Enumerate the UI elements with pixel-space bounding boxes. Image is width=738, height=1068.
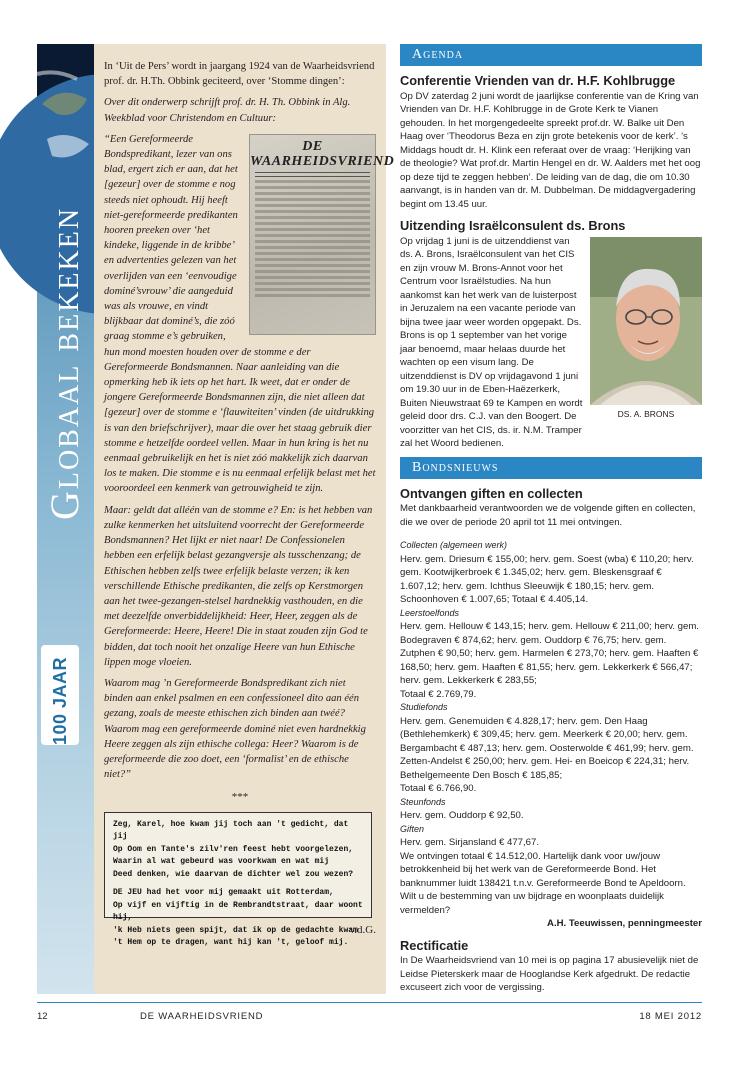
clip-line: Deed denken, wie daarvan de dichter wel zou wezen? bbox=[113, 869, 354, 879]
donations-closing: We ontvingen totaal € 14.512,00. Hartelijk dank voor uw/jouw betrokkenheid bij het werk van de Gereformeerde Bond. Het banknummer luidt 138421 t.n.v. Gereformeerde Bond te Apeldoorn. Wilt u de bestemming van uw bijdrage en woonplaats duidelijk vermelden? bbox=[400, 850, 686, 916]
fund-total: Totaal € 6.766,90. bbox=[400, 783, 477, 794]
article-body: Op DV zaterdag 2 juni wordt de jaarlijkse conferentie van de Kring van Vrienden van Dr. H.F. Kohlbrugge in de Grote Kerk te Vianen gehouden. In het morgengedeelte spreekt prof.dr. W. Balke uit Den Haag over ‘Theodorus Beza en zijn grote betekenis voor de kerk’. ’s Middags houdt dr. H. Klink een referaat over de vraag: ‘Herijking van de theologie? Wat prof.dr. Martin Hengel en dr. W. Aalders met het oog op deze tijd te zeggen hebben’. De leiding van de dag, die om 10.30 aanvangt, is in handen van dr. M. Dubbelman. De middagvergadering begint om 13.45 uur. bbox=[400, 90, 701, 210]
agenda-header: Agenda bbox=[400, 44, 702, 66]
fund-list: Herv. gem. Sirjansland € 477,67. bbox=[400, 837, 540, 848]
section-divider: *** bbox=[231, 791, 249, 804]
article-title: Ontvangen giften en collecten bbox=[400, 485, 583, 501]
portrait-photo bbox=[590, 237, 702, 422]
page-number: 12 bbox=[37, 1011, 48, 1022]
publication-name: DE WAARHEIDSVRIEND bbox=[140, 1011, 264, 1022]
clip-line: Op Oom en Tante's zilv'ren feest hebt voorgelezen, bbox=[113, 844, 354, 854]
quote-paragraph-1 bbox=[104, 132, 395, 497]
clip-line: Waarin al wat gebeurd was voorkwam en wat mij bbox=[113, 857, 330, 867]
issue-date: 18 MEI 2012 bbox=[639, 1011, 702, 1022]
clip-line: 't Hem op te dragen, want hij kan 't, geloof mij. bbox=[113, 938, 349, 948]
section-title: Globaal bekeken bbox=[42, 206, 87, 520]
clip-line: 'k Heb niets geen spijt, dat ik op de gedachte kwam bbox=[113, 925, 358, 935]
fund-list: Herv. gem. Genemuiden € 4.828,17; herv. gem. Den Haag (Bethlehemkerk) € 309,45; herv. gem. Meerkerk € 20,00; herv. gem. Bergambacht € 487,13; herv. gem. Oosterwolde € 461,99; herv. gem. Zetten-Andelst € 250,00; herv. gem. Hei- en Boeicop € 224,31; herv. Bethelgemeente Den Bosch € 185,85; bbox=[400, 715, 694, 781]
fund-label: Collecten (algemeen werk) bbox=[400, 540, 508, 550]
bondsnieuws-header: Bondsnieuws bbox=[400, 457, 702, 479]
portrait-image bbox=[590, 237, 702, 405]
fund-total: Totaal € 2.769,79. bbox=[400, 688, 477, 700]
fund-label: Leerstoelfonds bbox=[400, 607, 460, 618]
clip-line: DE JEU had het voor mij gemaakt uit Rotterdam, bbox=[113, 888, 334, 898]
quote-paragraph-2: Maar: geldt dat alléén van de stomme e? En: is het hebben van zulke kenmerken het uitsluitend voorrecht der Gereformeerde Bondsmannen? Het lijkt er niet naar! De Confessionelen hebben een erfelijk belast gezangversje als tusschenzang; de Ethischen hebben zelfs twee erfelijk belaste verzen; ik ken verschillende Ethische predikanten, die zelfs op Kerstmorgen aan het twee-gezangen-stelsel hardnekkig vasthouden, en die met deezelfde onverbiddelijkheid: Heer, Heer, zeggen als de Gereformeerde: Heere, Heere! Die in staat zouden zijn God te bidden, dat toch nooit het onzalige Heere van hun Ethische lippen moge vloeien. bbox=[104, 504, 373, 668]
rectification-body: In De Waarheidsvriend van 10 mei is op pagina 17 abusievelijk niet de Leidse Pieterskerk maar de Hooglandse Kerk afgedrukt. De redactie excuseert zich voor de vergissing. bbox=[400, 955, 699, 993]
article-title: Uitzending Israëlconsulent ds. Brons bbox=[400, 218, 626, 233]
newspaper-masthead: DE WAARHEIDSVRIEND bbox=[250, 138, 395, 170]
clip-line: Op vijf en vijftig in de Rembrandtstraat, daar woont hij, bbox=[113, 900, 363, 923]
fund-label: Studiefonds bbox=[400, 702, 448, 712]
source-paragraph: Over dit onderwerp schrijft prof. dr. H. Th. Obbink in Alg. Weekblad voor Christendom en Cultuur: bbox=[104, 97, 351, 124]
treasurer-signature: A.H. Teeuwissen, penningmeester bbox=[547, 918, 702, 929]
fund-label: Steunfonds bbox=[400, 796, 446, 807]
anniversary-badge-text: 100 JAAR bbox=[50, 656, 70, 745]
photo-caption: DS. A. BRONS bbox=[617, 408, 675, 419]
quote-text-1: “Een Gereformeerde Bondspredikant, lezer van ons blad, ergert zich er aan, dat het [gezeur] over de stomme e nog steeds niet ophoudt. Hij heeft niet-gereformeerde predikanten hooren preeken over ‘het kindeke, liggende in de kribbe’ en advertenties gelezen van het overlijden van een ‘eenvoudige dominé’svrouw’ die aangeduid was als vrouwe, en vindt blijkbaar dat dominé’s, die zóó graag stomme e’s gebruiken, hun mond moesten houden over de stomme e der Gereformeerde Bondsmannen. Naar aanleiding van die opmerking heb ik iets op het hart. Ik weet, dat er onder de jongere Gereformeerde Bondsmannen zijn, die niet alleen dat [gezeur] over de stomme e ‘flauwiteiten’ vinden (de uitdrukking is van den briefschrijver), maar die over het staag gebruik dier stomme e hetzelfde oordeel vellen. Maar in hun kring is het nu eenmaal gebruikelijk en het is niet zóó makkelijk zich daarvan los te maken. Die stomme e is nu eenmaal erfelijk belast met het vooroordeel een kenmerk van getrouwigheid te zijn. bbox=[104, 133, 376, 495]
fund-list: Herv. gem. Driesum € 155,00; herv. gem. Soest (wba) € 110,20; herv. gem. Kootwijkerbroek € 1.345,02; herv. gem. Bleskensgraaf € 1.607,12; herv. gem. Ichthus Sleeuwijk € 180,15; herv. gem. Schoonhoven € 1.007,65; Totaal € 4.405,14. bbox=[400, 553, 694, 605]
clip-line: Zeg, Karel, hoe kwam jij toch aan 't gedicht, dat jij bbox=[113, 819, 349, 842]
article-title: Rectificatie bbox=[400, 937, 469, 953]
fund-list: Herv. gem. Ouddorp € 92,50. bbox=[400, 810, 524, 821]
article-title: Conferentie Vrienden van dr. H.F. Kohlbrugge bbox=[400, 73, 676, 88]
intro-paragraph: In ‘Uit de Pers’ wordt in jaargang 1924 van de Waarheidsvriend prof. dr. H.Th. Obbink geciteerd, over ‘Stomme dingen’: bbox=[104, 61, 375, 88]
newspaper-image bbox=[249, 134, 395, 335]
news-column bbox=[400, 44, 702, 995]
quote-column bbox=[94, 44, 395, 994]
quote-paragraph-3: Waarom mag ’n Gereformeerde Bondspredikant zich niet binden aan enkel psalmen en een confessioneel dito aan één gezang, zoals de meeste ethischen zich binden aan twéé? Waarom mag een gereformeerde dominé niet even hardnekkig Heere zeggen als zijn ethische collega: Heer? Waarom is de gereformeerde die zoo doet, een ‘formalist’ en de ethische niet?” bbox=[104, 677, 366, 781]
footer-rule bbox=[37, 1002, 702, 1003]
fund-list: Herv. gem. Hellouw € 143,15; herv. gem. Hellouw € 211,00; herv. gem. Bodegraven € 874,62; herv. gem. Ouddorp € 76,75; herv. gem. Zutphen € 90,50; herv. gem. Harmelen € 273,70; herv. gem. Haaften € 168,50; herv. gem. Haaften € 81,55; herv. gem. Lekkerkerk € 566,47; herv. gem. Lekkerkerk € 283,55; bbox=[400, 621, 699, 686]
fund-label: Giften bbox=[400, 823, 425, 834]
author-signature: v.d.G. bbox=[349, 923, 376, 936]
article-body: Op vrijdag 1 juni is de uitzenddienst van ds. A. Brons, Israëlconsulent van het CIS en zijn vrouw M. Brons-Annot voor het Centrum voor Israëlstudies. Na hun aankomst kan het werk van de luisterpost in Jeruzalem na een vacante periode van bijna twee jaar weer worden opgepakt. Ds. Brons is op 1 september van het vorige jaar benoemd, maar helaas duurde het wachten op een visum lang. De uitzenddienst is DV op vrijdagavond 1 juni om 19.30 uur in de Eben-Haëzerkerk, Buiten Nieuwstraat 69 te Kampen en wordt geleid door drs. C.J. van den Boogert. De voorzitter van het CIS, ds. ir. N.M. Tramper zal het Woord bedienen. bbox=[400, 235, 583, 449]
donations-intro: Met dankbaarheid verantwoorden we de volgende giften en collecten, die we over de periode 20 april tot 11 mei ontvingen. bbox=[400, 503, 696, 528]
